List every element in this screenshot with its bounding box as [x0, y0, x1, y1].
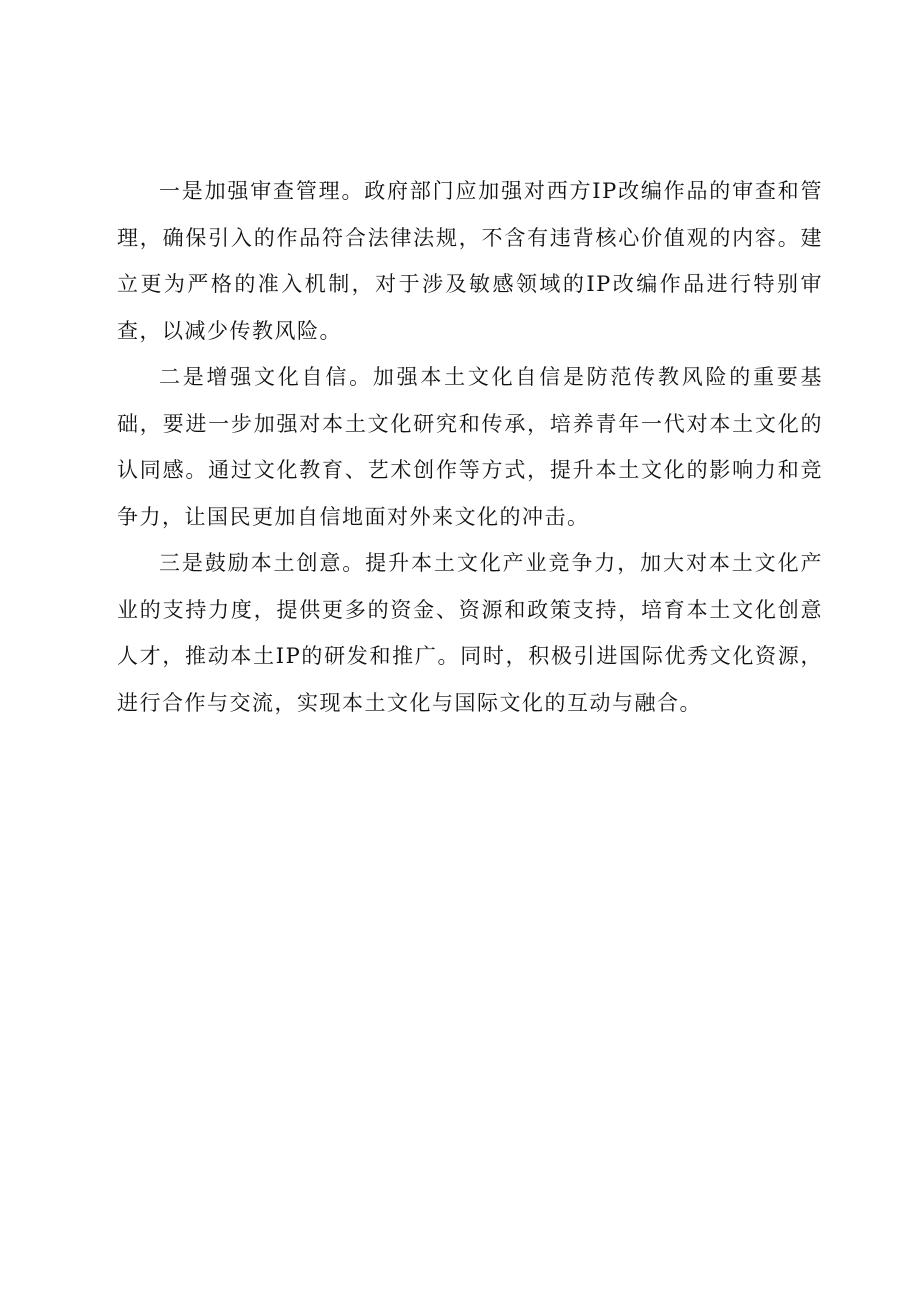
paragraph-cultural-confidence: 二是增强文化自信。加强本土文化自信是防范传教风险的重要基础，要进一步加强对本土文化研究和传承，培养青年一代对本土文化的认同感。通过文化教育、艺术创作等方式，提升本土文化的影响力和竞争力，让国民更加自信地面对外来文化的冲击。 [117, 365, 823, 529]
paragraph-review-management: 一是加强审查管理。政府部门应加强对西方IP改编作品的审查和管理，确保引入的作品符合法律法规，不含有违背核心价值观的内容。建立更为严格的准入机制，对于涉及敏感领域的IP改编作品进行特别审查，以减少传教风险。 [117, 179, 823, 343]
document-body [117, 168, 823, 726]
paragraph-local-creativity: 三是鼓励本土创意。提升本土文化产业竞争力，加大对本土文化产业的支持力度，提供更多的资金、资源和政策支持，培育本土文化创意人才，推动本土IP的研发和推广。同时，积极引进国际优秀文化资源，进行合作与交流，实现本土文化与国际文化的互动与融合。 [117, 551, 823, 715]
